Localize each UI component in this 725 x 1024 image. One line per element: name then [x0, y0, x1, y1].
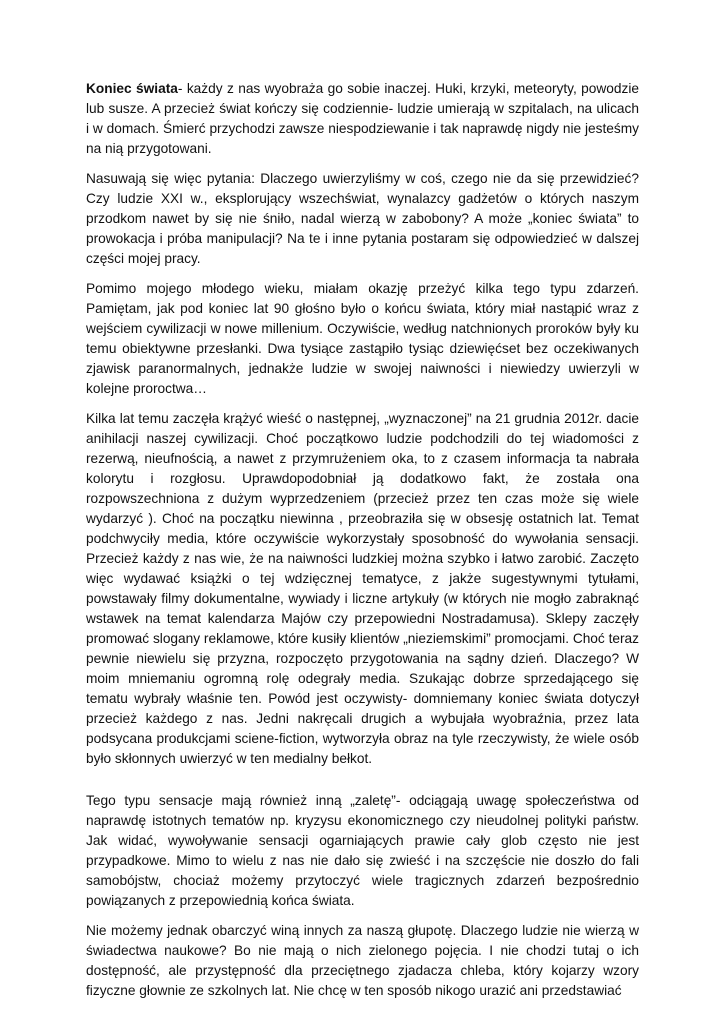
- paragraph-1: [86, 79, 639, 159]
- document-page: [86, 79, 639, 1011]
- paragraph-2: Nasuwają się więc pytania: Dlaczego uwierzyliśmy w coś, czego nie da się przewidzieć? Czy ludzie XXI w., eksplorujący wszechświat, wynalazcy gadżetów o których naszym przodkom nawet by się nie śniło, nadal wierzą w zabobony? A może „koniec świata” to prowokacja i próba manipulacji? Na te i inne pytania postaram się odpowiedzieć w dalszej części mojej pracy.: [86, 171, 639, 266]
- paragraph-3: Pomimo mojego młodego wieku, miałam okazję przeżyć kilka tego typu zdarzeń. Pamiętam, jak pod koniec lat 90 głośno było o końcu świata, który miał nastąpić wraz z wejściem cywilizacji w nowe millenium. Oczywiście, według natchnionych proroków były ku temu obiektywne przesłanki. Dwa tysiące zastąpiło tysiąc dziewięćset bez oczekiwanych zjawisk paranormalnych, jednakże ludzie w swojej naiwności i niewiedzy uwierzyli w kolejne proroctwa…: [86, 281, 639, 396]
- document-title: Koniec świata: [86, 81, 178, 96]
- paragraph-1-text: - każdy z nas wyobraża go sobie inaczej. Huki, krzyki, meteoryty, powodzie lub susze. A przecież świat kończy się codziennie- ludzie umierają w szpitalach, na ulicach i w domach. Śmierć przychodzi zawsze niespodziewanie i tak naprawdę nigdy nie jesteśmy na nią przygotowani.: [86, 81, 639, 156]
- paragraph-4: Kilka lat temu zaczęła krążyć wieść o następnej, „wyznaczonej” na 21 grudnia 2012r. dacie anihilacji naszej cywilizacji. Choć początkowo ludzie podchodzili do tej wiadomości z rezerwą, nieufnością, a nawet z przymrużeniem oka, to z czasem informacja ta nabrała kolorytu i rozgłosu. Uprawdopodobniał ją dodatkowo fakt, że została ona rozpowszechniona z dużym wyprzedzeniem (przecież przez ten czas może się wiele wydarzyć ). Choć na początku niewinna , przeobraziła się w obsesję ostatnich lat. Temat podchwyciły media, które oczywiście wykorzystały sposobność do wywołania sensacji. Przecież każdy z nas wie, że na naiwności ludzkiej można szybko i łatwo zarobić. Zaczęto więc wydawać książki o tej wdzięcznej tematyce, z jakże sugestywnymi tytułami, powstawały filmy dokumentalne, wywiady i liczne artykuły (w których nie mogło zabraknąć wstawek na temat kalendarza Majów czy przepowiedni Nostradamusa). Sklepy zaczęły promować slogany reklamowe, które kusiły klientów „nieziemskimi” promocjami. Choć teraz pewnie niewielu się przyzna, rozpoczęto przygotowania na sądny dzień. Dlaczego? W moim mniemaniu ogromną rolę odegrały media. Szukając dobrze sprzedającego się tematu wybrały właśnie ten. Powód jest oczywisty- domniemany koniec świata dotyczył przecież każdego z nas. Jedni nakręcali drugich a wybujała wyobraźnia, przez lata podsycana produkcjami sciene-fiction, wytworzyła obraz na tyle rzeczywisty, że wiele osób było skłonnych uwierzyć w ten medialny bełkot.: [86, 411, 640, 766]
- paragraph-5: Tego typu sensacje mają również inną „zaletę”- odciągają uwagę społeczeństwa od naprawdę istotnych tematów np. kryzysu ekonomicznego czy nieudolnej polityki państw. Jak widać, wywoływanie sensacji ogarniających prawie cały glob często nie jest przypadkowe. Mimo to wielu z nas nie dało się zwieść i na szczęście nie doszło do fali samobójstw, chociaż możemy przytoczyć wiele tragicznych zdarzeń bezpośrednio powiązanych z przepowiednią końca świata.: [86, 793, 639, 908]
- paragraph-6: Nie możemy jednak obarczyć winą innych za naszą głupotę. Dlaczego ludzie nie wierzą w świadectwa naukowe? Bo nie mają o nich zielonego pojęcia. I nie chodzi tutaj o ich dostępność, ale przystępność dla przeciętnego zjadacza chleba, który kojarzy wzory fizyczne głownie ze szkolnych lat. Nie chcę w ten sposób nikogo urazić ani przedstawiać: [86, 923, 639, 998]
